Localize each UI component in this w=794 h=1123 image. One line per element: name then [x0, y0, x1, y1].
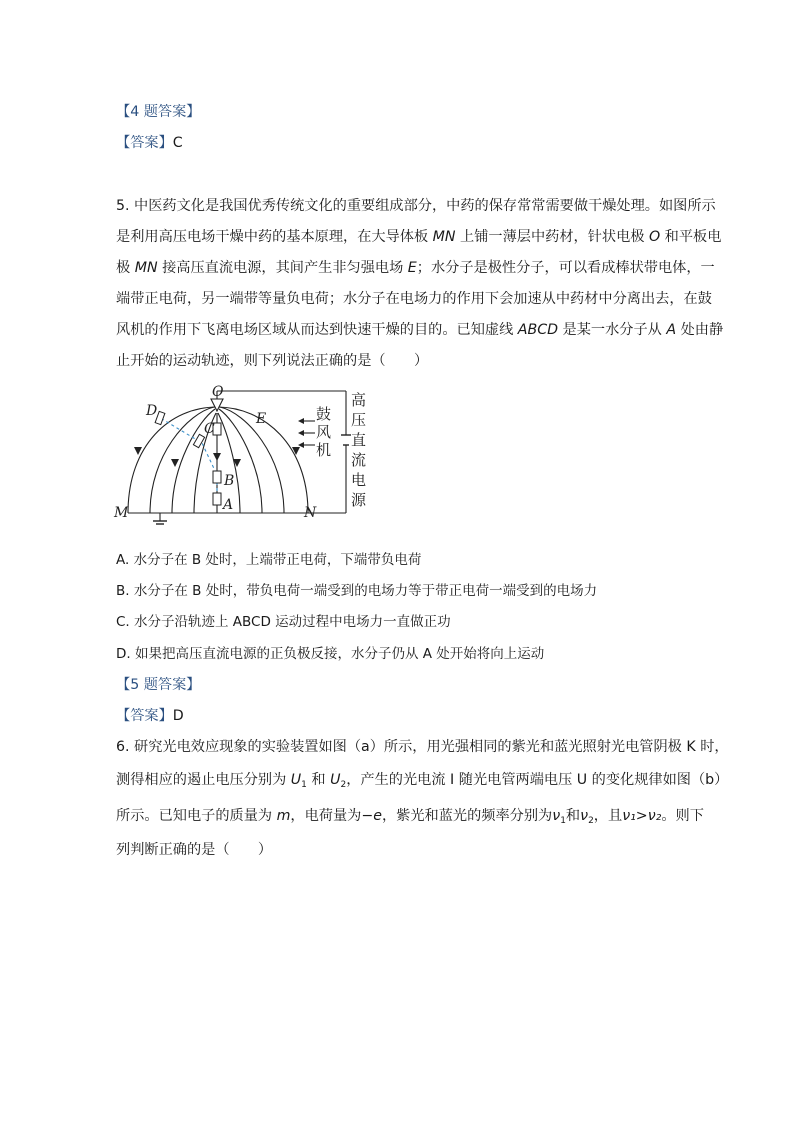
label-a: A [223, 497, 234, 513]
water-molecule-a [213, 493, 221, 505]
answer-label: 【答案】 [116, 708, 173, 724]
label-e: E [256, 411, 267, 427]
fan-char: 鼓 [316, 405, 332, 423]
fan-char: 机 [316, 441, 332, 459]
power-char: 电 [351, 471, 367, 489]
q6-line-4: 列判断正确的是（ ） [116, 842, 273, 858]
electric-field-figure [110, 385, 390, 525]
answer-label: 【答案】 [116, 135, 173, 151]
q5-option-b: B. 水分子在 B 处时，带负电荷一端受到的电场力等于带正电荷一端受到的电场力 [116, 583, 598, 599]
power-char: 压 [351, 411, 367, 429]
arrowhead [298, 418, 304, 424]
q5-line-6: 止开始的运动轨迹，则下列说法正确的是（ ） [116, 353, 429, 369]
power-char: 直 [351, 431, 367, 449]
arrowhead [213, 453, 221, 461]
answer-value: D [172, 708, 184, 724]
water-molecule-b [213, 471, 221, 483]
q5-option-c: C. 水分子沿轨迹上 ABCD 运动过程中电场力一直做正功 [116, 614, 451, 630]
power-char: 流 [351, 451, 367, 469]
q5-line-2: 是利用高压电场干燥中药的基本原理，在大导体板 MN 上铺一薄层中药材，针状电极 O 和平板电 [116, 229, 722, 245]
q5-line-3: 极 MN 接高压直流电源，其间产生非匀强电场 E；水分子是极性分子，可以看成棒状带电体，一 [116, 260, 715, 276]
label-c: C [204, 421, 215, 437]
arrowhead [171, 459, 179, 467]
label-n: N [304, 505, 317, 521]
label-b: B [224, 473, 235, 489]
q6-line-3: 所示。已知电子的质量为 m，电荷量为−e，紫光和蓝光的频率分别为$\nu_1$和$\nu_2$，且ν₁>ν₂。则下 [116, 808, 704, 826]
q6-line-2: 测得相应的遏止电压分别为 $U_1$ 和 $U_2$，产生的光电流 I 随光电管两端电压 U 的变化规律如图（b） [116, 772, 729, 790]
label-d: D [146, 403, 158, 419]
arrowhead [298, 430, 304, 436]
q4-answer [116, 133, 183, 153]
q5-line-5: 风机的作用下飞离电场区域从而达到快速干燥的目的。已知虚线 ABCD 是某一水分子从 A 处由静 [116, 322, 724, 338]
label-o: O [212, 385, 224, 400]
q5-option-a: A. 水分子在 B 处时，上端带正电荷，下端带负电荷 [116, 552, 422, 568]
label-m: M [114, 505, 129, 521]
q5-option-d: D. 如果把高压直流电源的正负极反接，水分子仍从 A 处开始将向上运动 [116, 646, 545, 662]
q6-line-1: 6. 研究光电效应现象的实验装置如图（a）所示，用光强相同的紫光和蓝光照射光电管阴极 K 时， [116, 739, 729, 755]
q5-answer [116, 706, 184, 726]
power-char: 高 [351, 391, 367, 409]
power-char: 源 [351, 491, 367, 509]
needle-electrode-o [211, 399, 223, 411]
q5-answer-header: 【5 题答案】 [116, 677, 201, 693]
q5-line-4: 端带正电荷，另一端带等量负电荷；水分子在电场力的作用下会加速从中药材中分离出去，在鼓 [116, 291, 712, 307]
q4-answer-header: 【4 题答案】 [116, 104, 201, 120]
q5-line-1: 5. 中医药文化是我国优秀传统文化的重要组成部分，中药的保存常常需要做干燥处理。如图所示 [116, 198, 716, 214]
answer-value: C [172, 135, 183, 151]
fan-char: 风 [316, 423, 332, 441]
